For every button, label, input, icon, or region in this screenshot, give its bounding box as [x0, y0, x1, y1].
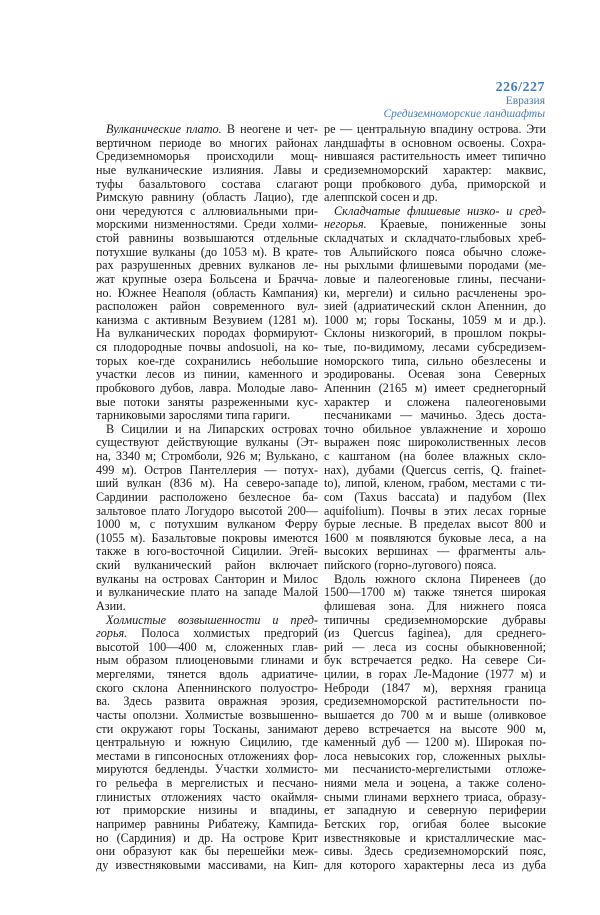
- body-text: лоса невысоких гор, сложенных рыхлы-: [324, 748, 546, 763]
- body-text: зией (адриатический склон Апеннин, до: [324, 299, 546, 314]
- paragraph: [96, 423, 318, 614]
- body-text: существуют действующие вулканы (Эт-: [96, 435, 318, 450]
- text-line: [96, 150, 318, 164]
- text-line: [96, 218, 318, 232]
- body-text: пробкового дубов, лавра. Молодые лаво-: [96, 380, 318, 395]
- text-line: [324, 668, 546, 682]
- text-line: [96, 287, 318, 301]
- body-text: выражен пояс широколиственных лесов: [324, 435, 546, 450]
- body-text: нах), дубами (Quercus cerris, Q. frainet-: [324, 462, 546, 477]
- text-line: [324, 396, 546, 410]
- text-line: [324, 818, 546, 832]
- body-text: 1600 м появляются буковые леса, а на: [324, 530, 546, 545]
- text-line: [324, 423, 546, 437]
- text-line: [324, 695, 546, 709]
- text-line: [96, 723, 318, 737]
- body-text: ский вулканический район включает: [96, 558, 318, 572]
- body-text: морскими низменностями. Среди холми-: [96, 217, 318, 232]
- text-line: [96, 232, 318, 246]
- body-text: они образуют как бы перешейки меж-: [96, 844, 318, 859]
- text-line: [324, 314, 546, 328]
- text-line: [324, 409, 546, 423]
- body-text: с каштаном (на более влажных скло-: [324, 449, 546, 463]
- body-text: вышается до 700 м и выше (оливковое: [324, 707, 546, 722]
- text-line: [324, 327, 546, 341]
- body-text: участки лесов из пинии, каменного и: [96, 367, 318, 382]
- body-text: типичны средиземноморские дубравы: [324, 612, 546, 627]
- text-line: [96, 491, 318, 505]
- body-text: ниями мела и эоцена, а также солено-: [324, 776, 546, 790]
- text-line: [96, 477, 318, 491]
- body-text: тов Альпийского пояса обычно сложе-: [324, 244, 546, 259]
- text-line: [96, 736, 318, 750]
- body-text: алеппской сосен и др.: [324, 190, 438, 205]
- text-line: [96, 273, 318, 287]
- body-text: также в юго-восточной Сицилии. Эгей-: [96, 544, 318, 559]
- text-line: [96, 695, 318, 709]
- text-line: [324, 259, 546, 273]
- text-line: [324, 273, 546, 287]
- text-line: [96, 205, 318, 219]
- body-text: характер и сложена палеогеновыми: [324, 394, 546, 409]
- text-line: [324, 723, 546, 737]
- body-text: бурые лесные. В пределах высот 800 и: [324, 517, 546, 532]
- italic-heading: горья.: [96, 626, 128, 641]
- text-line: [324, 859, 546, 873]
- text-line: [96, 178, 318, 192]
- text-line: [96, 123, 318, 137]
- body-text: зальтовое плато Логудоро высотой 200—: [96, 503, 318, 518]
- body-text: канизма с активным Везувием (1281 м).: [96, 312, 318, 327]
- paragraph: [96, 614, 318, 873]
- text-line: [324, 750, 546, 764]
- text-line: [324, 450, 546, 464]
- body-text: потухшие вулканы (до 1053 м). В крате-: [96, 244, 318, 259]
- body-text: Неброди (1847 м), верхняя граница: [324, 680, 546, 695]
- text-line: [96, 191, 318, 205]
- body-text: (1055 м). Базальтовые покровы имеются: [96, 530, 318, 545]
- body-text: Апеннин (2165 м) имеет среднегорный: [324, 380, 546, 395]
- body-text: ландшафты в основном освоены. Сохра-: [324, 135, 546, 150]
- body-text: известняковые и кристаллические мас-: [324, 830, 546, 845]
- text-line: [96, 654, 318, 668]
- text-line: [96, 545, 318, 559]
- body-text: ского склона Апеннинского полуостро-: [96, 680, 318, 695]
- body-text: складчатых и складчато-глыбовых хреб-: [324, 231, 546, 245]
- text-line: [324, 545, 546, 559]
- text-line: [324, 150, 546, 164]
- text-line: [96, 682, 318, 696]
- text-line: [96, 804, 318, 818]
- text-line: [324, 654, 546, 668]
- text-line: [96, 382, 318, 396]
- body-text: 1000 м, с потухшим вулканом Ферру: [96, 517, 318, 532]
- body-text: рах разрушенных древних вулканов ле-: [96, 258, 318, 273]
- text-line: [324, 804, 546, 818]
- text-line: [96, 668, 318, 682]
- section-title: Евразия: [505, 95, 545, 107]
- text-line: [324, 246, 546, 260]
- body-text: Азии.: [96, 598, 126, 613]
- text-line: [96, 505, 318, 519]
- text-line: [324, 464, 546, 478]
- text-line: [324, 436, 546, 450]
- body-text: На вулканических породах формируют-: [96, 326, 318, 341]
- body-text: Вдоль южного склона Пиренеев (до: [334, 571, 546, 586]
- body-text: бук встречается редко. На севере Си-: [324, 653, 546, 668]
- text-line: [324, 218, 546, 232]
- body-text: они чередуются с аллювиальными при-: [96, 203, 318, 218]
- text-line: [96, 409, 318, 423]
- text-line: [96, 573, 318, 587]
- text-line: [96, 355, 318, 369]
- text-line: [96, 450, 318, 464]
- body-text: расположен район современного вул-: [96, 299, 318, 314]
- text-line: [324, 205, 546, 219]
- text-line: [96, 832, 318, 846]
- text-line: [324, 832, 546, 846]
- body-text: ва. Здесь развита овражная эрозия,: [96, 694, 318, 709]
- text-line: [324, 791, 546, 805]
- body-text: пийского (горно-лугового) пояса.: [324, 558, 497, 572]
- body-text: ший вулкан (836 м). На северо-западе: [96, 476, 318, 491]
- body-text: ся плодородные почвы andosuoli, на ко-: [96, 340, 318, 354]
- text-line: [324, 164, 546, 178]
- text-line: [96, 368, 318, 382]
- text-line: [96, 423, 318, 437]
- text-line: [324, 559, 546, 573]
- body-text: рощи пробкового дуба, приморской и: [324, 176, 546, 191]
- body-text: сом (Taxus baccata) и падубом (Ilex: [324, 489, 546, 504]
- paragraph: [324, 573, 546, 873]
- body-text: стой равнины возвышаются отдельные: [96, 231, 318, 245]
- subsection-title: Средиземноморские ландшафты: [383, 108, 545, 120]
- body-text: средиземноморской растительности по-: [324, 694, 546, 709]
- body-text: 1500—1700 м) также тянется широкая: [324, 585, 546, 600]
- text-line: [324, 505, 546, 519]
- text-line: [96, 777, 318, 791]
- paragraph: [96, 123, 318, 423]
- body-text: сти окружают горы Тосканы, занимают: [96, 721, 318, 736]
- body-text: на, 3340 м; Стромболи, 926 м; Вулькано,: [96, 449, 318, 463]
- body-text: мируются бедленды. Участки холмисто-: [96, 762, 318, 777]
- text-line: [324, 287, 546, 301]
- body-text: ют приморские низины и впадины,: [96, 803, 318, 818]
- body-text: сными глинами верхнего триаса, образу-: [324, 789, 546, 804]
- body-text: например равнины Рибатежу, Кампида-: [96, 816, 318, 831]
- body-text: 499 м). Остров Пантеллерия — потух-: [96, 462, 318, 477]
- body-text: вулканы на островах Санторин и Милос: [96, 571, 318, 586]
- body-text: дерево встречается на высоте 900 м,: [324, 721, 546, 736]
- text-line: [324, 586, 546, 600]
- body-text: Бетских гор, огибая более высокие: [324, 816, 546, 831]
- text-line: [324, 682, 546, 696]
- text-line: [324, 777, 546, 791]
- body-text: точно обильное увлажнение и хорошо: [324, 421, 546, 436]
- text-line: [96, 314, 318, 328]
- body-text: флишевая зона. Для нижнего пояса: [324, 598, 546, 613]
- text-line: [96, 464, 318, 478]
- text-line: [96, 859, 318, 873]
- text-line: [324, 368, 546, 382]
- text-line: [96, 164, 318, 178]
- text-line: [324, 191, 546, 205]
- page-numbers: 226/227: [495, 80, 545, 95]
- italic-heading: Холмистые возвышенности и пред-: [106, 612, 318, 627]
- text-column-right: [324, 123, 546, 872]
- text-line: [96, 627, 318, 641]
- body-text: средиземноморский характер: маквис,: [324, 162, 546, 177]
- body-text: мергелями, тянется вдоль адриатиче-: [96, 667, 318, 681]
- body-text: вертичном периоде во многих районах: [96, 135, 318, 150]
- body-text: тые, по-видимому, лесами субсредизем-: [324, 340, 546, 354]
- text-line: [96, 532, 318, 546]
- body-text: В Сицилии и на Липарских островах: [106, 421, 318, 436]
- body-text: нившаяся растительность имеет типично: [324, 149, 546, 164]
- body-text: но. Южнее Неаполя (область Кампания): [96, 285, 318, 300]
- body-text: В неогене и чет-: [221, 122, 318, 136]
- text-line: [96, 791, 318, 805]
- body-text: каменный дуб — 1200 м). Широкая по-: [324, 735, 546, 750]
- text-line: [96, 818, 318, 832]
- italic-heading: Вулканические плато.: [106, 122, 222, 136]
- text-line: [96, 641, 318, 655]
- body-text: жат крупные озера Больсена и Брачча-: [96, 271, 318, 286]
- italic-heading: Складчатые флишевые низко- и сред-: [334, 203, 546, 218]
- body-text: номорского типа, сильно обезлесены и: [324, 353, 546, 368]
- paragraph: [324, 205, 546, 573]
- text-line: [324, 709, 546, 723]
- text-line: [324, 600, 546, 614]
- body-text: Римскую равнину (область Лацио), где: [96, 190, 318, 205]
- body-text: туфы базальтового состава слагают: [96, 176, 318, 191]
- body-text: ре — центральную впадину острова. Эти: [324, 122, 546, 136]
- text-line: [324, 573, 546, 587]
- text-line: [96, 600, 318, 614]
- paragraph: [324, 123, 546, 205]
- body-text: торых кое-где сохранились небольшие: [96, 353, 318, 368]
- body-text: ми песчанисто-мергелистыми отложе-: [324, 762, 546, 777]
- text-line: [324, 763, 546, 777]
- body-text: часты оползни. Холмистые возвышенно-: [96, 707, 318, 722]
- body-text: высотой 100—400 м, сложенных глав-: [96, 639, 318, 654]
- text-line: [324, 845, 546, 859]
- text-line: [324, 382, 546, 396]
- text-line: [96, 396, 318, 410]
- body-text: высоких вершинах — фрагменты аль-: [324, 544, 546, 559]
- body-text: to), липой, кленом, грабом, местами с ти-: [324, 476, 546, 491]
- body-text: цилии, в горах Ле-Мадоние (1977 м) и: [324, 667, 546, 681]
- text-line: [324, 491, 546, 505]
- text-line: [96, 341, 318, 355]
- body-text: ет западную и северную периферии: [324, 803, 546, 818]
- text-line: [96, 763, 318, 777]
- body-text: песчаниками — мачиньо. Здесь доста-: [324, 408, 546, 423]
- text-line: [324, 518, 546, 532]
- body-text: Средиземноморья происходили мощ-: [96, 149, 318, 164]
- body-text: (из Quercus faginea), для среднего-: [324, 626, 546, 641]
- body-text: рий — леса из сосны обыкновенной;: [324, 639, 546, 654]
- body-text: ные вулканические излияния. Лавы и: [96, 162, 318, 177]
- text-line: [96, 559, 318, 573]
- body-text: ным образом плиоценовыми глинами и: [96, 653, 318, 668]
- body-text: aquifolium). Почвы в этих лесах горные: [324, 503, 546, 518]
- text-line: [324, 300, 546, 314]
- body-text: сивы. Здесь средиземноморский пояс,: [324, 844, 546, 859]
- italic-heading: негорья.: [324, 217, 367, 232]
- text-line: [96, 845, 318, 859]
- body-text: 1000 м; горы Тосканы, 1059 м и др.).: [324, 312, 546, 327]
- text-line: [324, 614, 546, 628]
- body-text: ловые и палеогеновые глины, песчани-: [324, 271, 546, 286]
- text-line: [96, 300, 318, 314]
- text-line: [96, 709, 318, 723]
- text-line: [96, 327, 318, 341]
- text-line: [96, 586, 318, 600]
- body-text: эродированы. Осевая зона Северных: [324, 367, 546, 382]
- body-text: глинистых отложениях часто окаймля-: [96, 789, 318, 804]
- body-text: го рельефа в мергелистых и песчано-: [96, 776, 318, 790]
- text-line: [96, 259, 318, 273]
- body-text: центральную и южную Сицилию, где: [96, 735, 318, 750]
- body-text: ки, мергели) и сильно расчленены эро-: [324, 285, 546, 300]
- text-line: [324, 736, 546, 750]
- text-line: [324, 532, 546, 546]
- text-line: [324, 641, 546, 655]
- text-line: [96, 750, 318, 764]
- body-text: вые потоки заняты разреженными кус-: [96, 394, 318, 409]
- text-line: [324, 477, 546, 491]
- body-text: для которого характерны леса из дуба: [324, 857, 546, 872]
- text-line: [324, 627, 546, 641]
- body-text: Краевые, пониженные зоны: [366, 217, 546, 232]
- text-line: [324, 137, 546, 151]
- text-column-left: [96, 123, 318, 872]
- text-line: [324, 123, 546, 137]
- text-line: [324, 232, 546, 246]
- body-text: и вулканические плато на западе Малой: [96, 585, 318, 600]
- text-line: [96, 614, 318, 628]
- text-line: [324, 355, 546, 369]
- text-line: [96, 137, 318, 151]
- text-line: [96, 246, 318, 260]
- text-line: [324, 178, 546, 192]
- body-text: но (Сардиния) и др. На острове Крит: [96, 830, 318, 845]
- body-text: ду известняковыми массивами, на Кип-: [96, 857, 318, 872]
- body-text: Сардинии расположено безлесное ба-: [96, 489, 318, 504]
- body-text: ны рыхлыми флишевыми породами (ме-: [324, 258, 546, 273]
- body-text: Полоса холмистых предгорий: [127, 626, 318, 641]
- text-line: [324, 341, 546, 355]
- text-line: [96, 436, 318, 450]
- body-text: Склоны низкогорий, в прошлом покры-: [324, 326, 546, 341]
- body-text: тарниковыми зарослями типа гариги.: [96, 408, 291, 423]
- body-text: местами в гипсоносных отложениях фор-: [96, 748, 318, 763]
- text-line: [96, 518, 318, 532]
